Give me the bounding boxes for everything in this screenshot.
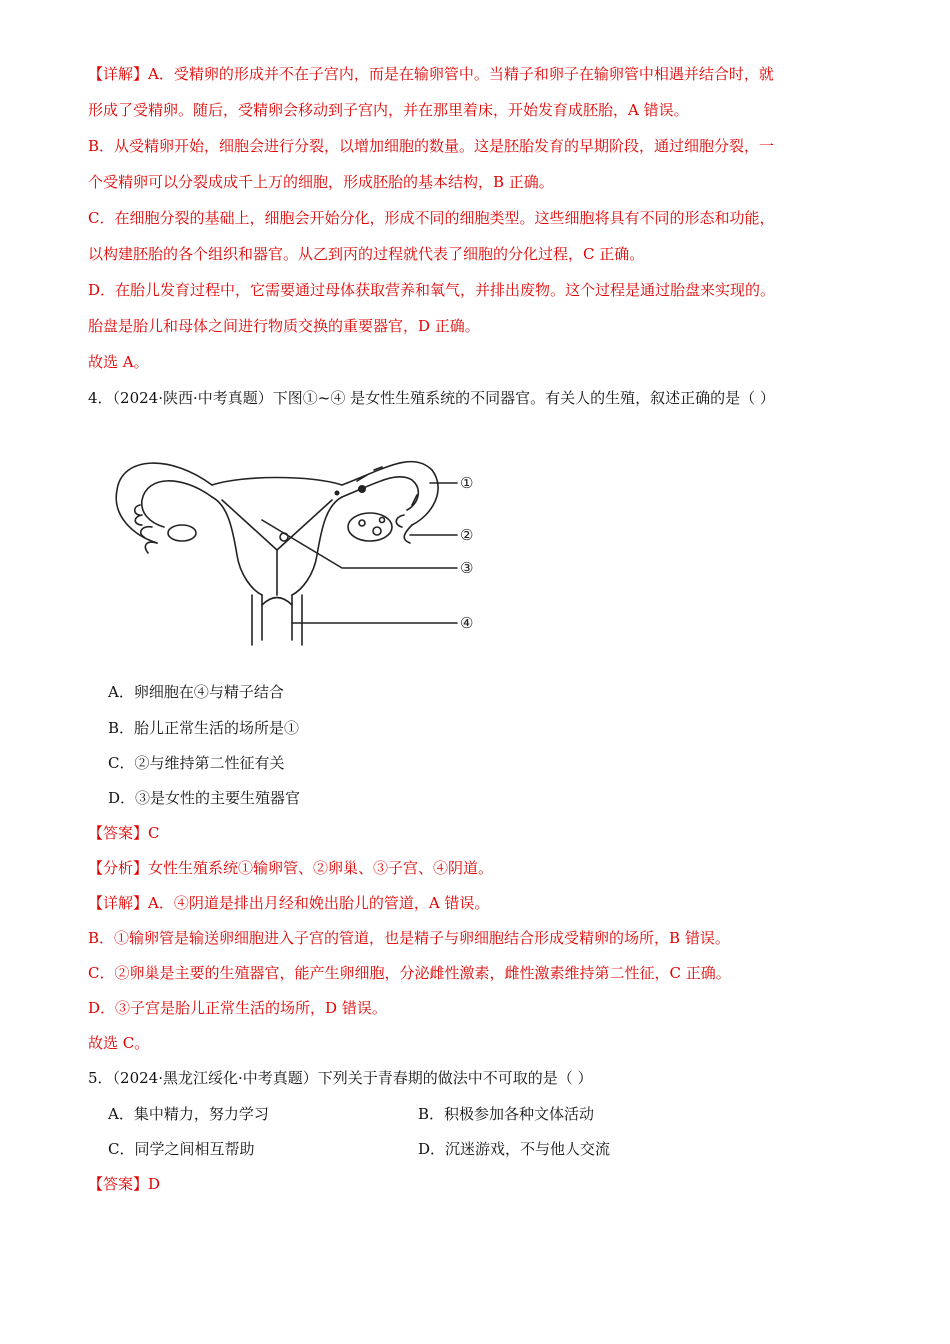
- q4-option-a: A．卵细胞在④与精子结合: [108, 683, 284, 701]
- q4-stem: 4．（2024·陕西·中考真题）下图①~④ 是女性生殖系统的不同器官。有关人的生殖，叙述正确的是（ ）: [88, 389, 775, 407]
- q3-detail-line-2: 形成了受精卵。随后，受精卵会移动到子宫内，并在那里着床，开始发育成胚胎，A 错误。: [88, 101, 689, 119]
- q5-option-d: D．沉迷游戏，不与他人交流: [418, 1140, 611, 1158]
- q5-option-a: A．集中精力，努力学习: [108, 1105, 269, 1123]
- q4-detail-a: 【详解】A．④阴道是排出月经和娩出胎儿的管道，A 错误。: [88, 894, 490, 912]
- q3-detail-line-5: C．在细胞分裂的基础上，细胞会开始分化，形成不同的细胞类型。这些细胞将具有不同的形态和功能，: [88, 209, 775, 227]
- q4-analysis: 【分析】女性生殖系统①输卵管、②卵巢、③子宫、④阴道。: [88, 859, 494, 877]
- q5-option-b: B．积极参加各种文体活动: [418, 1105, 595, 1123]
- q4-detail-d: D．③子宫是胎儿正常生活的场所，D 错误。: [88, 999, 387, 1017]
- q3-choice: 故选 A。: [88, 353, 149, 371]
- q4-option-b: B．胎儿正常生活的场所是①: [108, 719, 300, 737]
- q4-option-d: D．③是女性的主要生殖器官: [108, 789, 301, 807]
- q3-detail-line-4: 个受精卵可以分裂成成千上万的细胞，形成胚胎的基本结构，B 正确。: [88, 173, 554, 191]
- female-reproductive-system-diagram: [112, 445, 482, 650]
- q3-detail-line-7: D．在胎儿发育过程中，它需要通过母体获取营养和氧气，并排出废物。这个过程是通过胎盘来实现的。: [88, 281, 776, 299]
- q5-stem: 5．（2024·黑龙江绥化·中考真题）下列关于青春期的做法中不可取的是（ ）: [88, 1069, 593, 1087]
- q5-answer: 【答案】D: [88, 1175, 161, 1193]
- q5-option-c: C．同学之间相互帮助: [108, 1140, 255, 1158]
- diagram-label-4: ④: [460, 614, 474, 632]
- q3-detail-line-1: 【详解】A．受精卵的形成并不在子宫内，而是在输卵管中。当精子和卵子在输卵管中相遇并结合时，就: [88, 65, 774, 83]
- q4-choice: 故选 C。: [88, 1034, 150, 1052]
- q3-detail-line-6: 以构建胚胎的各个组织和器官。从乙到丙的过程就代表了细胞的分化过程，C 正确。: [88, 245, 645, 263]
- diagram-label-1: ①: [460, 474, 474, 492]
- q4-detail-c: C．②卵巢是主要的生殖器官，能产生卵细胞，分泌雌性激素，雌性激素维持第二性征，C 正确。: [88, 964, 731, 982]
- q3-detail-line-8: 胎盘是胎儿和母体之间进行物质交换的重要器官，D 正确。: [88, 317, 480, 335]
- diagram-label-2: ②: [460, 526, 474, 544]
- q4-detail-b: B．①输卵管是输送卵细胞进入子宫的管道，也是精子与卵细胞结合形成受精卵的场所，B 错误。: [88, 929, 730, 947]
- diagram-label-3: ③: [460, 559, 474, 577]
- q3-detail-line-3: B．从受精卵开始，细胞会进行分裂，以增加细胞的数量。这是胚胎发育的早期阶段，通过细胞分裂，一: [88, 137, 775, 155]
- q4-answer: 【答案】C: [88, 824, 160, 842]
- q4-option-c: C．②与维持第二性征有关: [108, 754, 285, 772]
